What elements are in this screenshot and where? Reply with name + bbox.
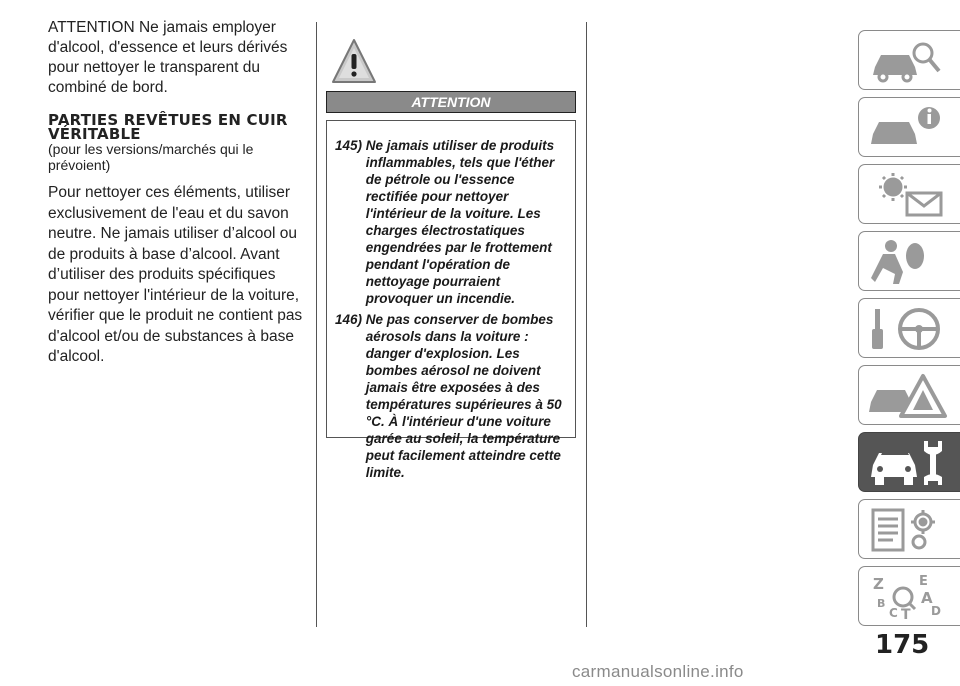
car-info-icon [869,104,949,152]
car-search-icon [869,37,949,85]
alphabet-index-icon [869,573,949,621]
index-letter: C [889,606,898,620]
column-divider-right [586,22,587,627]
tab-technical-data[interactable] [858,499,960,559]
tab-warning-lights[interactable] [858,164,960,224]
section-subtitle: (pour les versions/marchés qui le prévoient) [48,141,254,173]
warning-box [326,120,576,480]
section-body: Pour nettoyer ces éléments, utiliser exclusivement de l'eau et du savon neutre. Ne jamais utiliser d’alcool ou de produits à base d’alcool. Avant d’utiliser des produits spécifiques pour nettoyer l'intérieur de la voiture, vérifier que le produit ne contient pas d'alcool et/ou de substances à base d'alcool. [48,184,303,365]
warning-item [335,137,565,307]
index-letter: A [921,589,933,607]
warning-item-number: 145) [335,138,363,153]
airbag-person-icon [869,238,949,286]
tab-emergency[interactable] [858,365,960,425]
lights-envelope-icon [869,171,949,219]
warning-item [335,311,565,481]
tab-vehicle-info[interactable] [858,97,960,157]
warning-item-text: Ne jamais utiliser de produits inflammables, tels que l'éther de pétrole ou l'essence rectifiée pour nettoyer l'intérieur de la voiture. Les charges électrostatiques engendrées par le frottement pendant l'opération de nettoyage pourraient provoquer un incendie. [365,138,555,306]
warning-item-number: 146) [335,312,363,327]
tab-safety[interactable] [858,231,960,291]
spec-sheet-gear-icon [869,506,949,554]
warning-header: ATTENTION [326,91,576,113]
index-letter: B [877,597,886,610]
column-divider-left [316,22,317,627]
tab-starting-driving[interactable] [858,298,960,358]
tab-maintenance[interactable] [858,432,960,492]
key-steering-wheel-icon [869,305,949,353]
page-number: 175 [875,630,930,660]
section-title: PARTIES REVÊTUES EN CUIR VÉRITABLE [48,111,288,143]
index-letter: T [901,607,911,621]
watermark: carmanualsonline.info [572,662,744,681]
index-letter: E [919,574,928,589]
attention-intro: ATTENTION Ne jamais employer d'alcool, d'essence et leurs dérivés pour nettoyer le transparent du combiné de bord. [48,19,288,96]
warning-item-text: Ne pas conserver de bombes aérosols dans la voiture : danger d'explosion. Les bombes aérosol ne doivent jamais être exposées à des températures supérieures à 50 °C. À l'intérieur d'une voiture garée au soleil, la température peut facilement atteindre cette limite. [365,312,562,480]
tab-index[interactable] [858,566,960,626]
car-wrench-icon [869,439,949,487]
car-warning-triangle-icon [869,372,949,420]
index-letter: Z [873,575,884,593]
index-letter: D [931,604,941,618]
warning-triangle-icon [331,38,377,86]
left-column [48,18,310,368]
tab-dashboard-knowledge[interactable] [858,30,960,90]
